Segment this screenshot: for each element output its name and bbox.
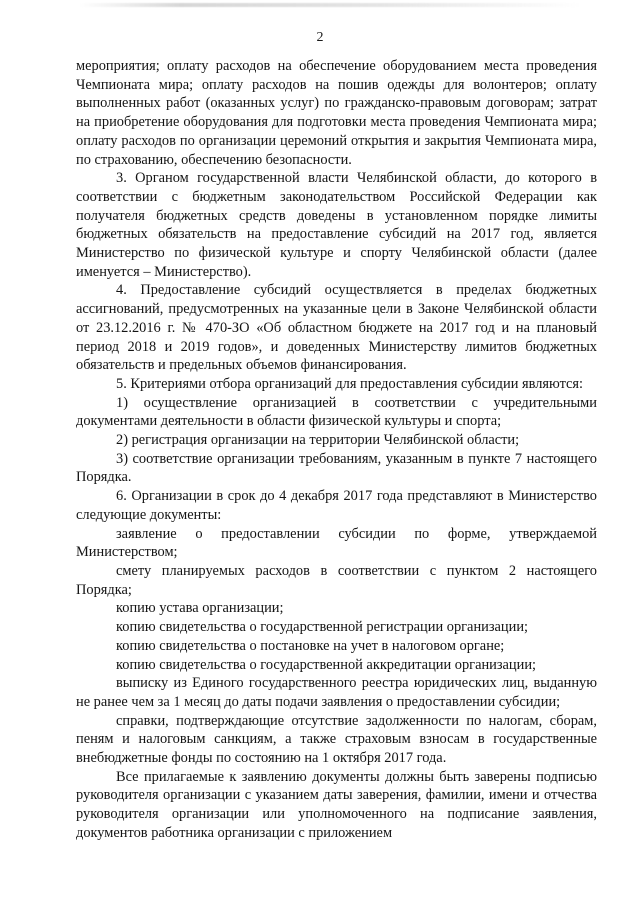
document-list-item: копию свидетельства о государственной аккредитации организации;: [116, 656, 537, 673]
paragraph-item-3: 3. Органом государственной власти Челябинской области, до которого в соответствии с бюджетным законодательством Российской Федерации как получателя бюджетных средств доведены в установленном порядке лимиты бюджетных обязательств на предоставление субсидий на 2017 год, является Министерство по физической культуре и спорту Челябинской области (далее именуется – Министерство).: [76, 170, 597, 280]
criterion-3: 3) соответствие организации требованиям, указанным в пункте 7 настоящего Порядка.: [76, 450, 597, 486]
document-body: [76, 57, 597, 843]
document-list-item: выписку из Единого государственного реестра юридических лиц, выданную не ранее чем за 1 месяц до даты подачи заявления о предоставлении субсидии;: [76, 675, 597, 710]
criterion-2: 2) регистрация организации на территории Челябинской области;: [116, 432, 520, 449]
paragraph-item-5: 5. Критериями отбора организаций для предоставления субсидии являются:: [116, 375, 584, 392]
paragraph-item-4: 4. Предоставление субсидий осуществляется в пределах бюджетных ассигнований, предусмотренных на указанные цели в Законе Челябинской области от 23.12.2016 г. № 470-ЗО «Об областном бюджете на 2017 год и на плановый период 2018 и 2019 годов», и доведенных Министерству лимитов бюджетных обязательств и предельных объемов финансирования.: [76, 282, 597, 374]
paragraph-continuation: мероприятия; оплату расходов на обеспечение оборудованием места проведения Чемпионата мира; оплату расходов на пошив одежды для волонтеров; оплату выполненных работ (оказанных услуг) по гражданско-правовым договорам; затрат на приобретение оборудования для подготовки места проведения Чемпионата мира; оплату расходов по организации церемоний открытия и закрытия Чемпионата мира, по страхованию, обеспечению безопасности.: [76, 58, 597, 168]
page-number: 2: [316, 30, 324, 45]
criterion-1: 1) осуществление организацией в соответствии с учредительными документами деятельности в области физической культуры и спорта;: [76, 394, 597, 430]
document-list-item: копию устава организации;: [116, 600, 284, 617]
document-list-item: копию свидетельства о постановке на учет в налоговом органе;: [116, 637, 505, 654]
document-list-item: заявление о предоставлении субсидии по форме, утверждаемой Министерством;: [76, 525, 597, 561]
paragraph-item-6: 6. Организации в срок до 4 декабря 2017 года представляют в Министерство следующие документы:: [76, 488, 597, 523]
document-list-item: смету планируемых расходов в соответствии с пунктом 2 настоящего Порядка;: [76, 562, 597, 598]
paragraph-certification: Все прилагаемые к заявлению документы должны быть заверены подписью руководителя организации с указанием даты заверения, фамилии, имени и отчества руководителя организации или уполномоченного на подписание заявления, документов работника организации с приложением: [76, 768, 597, 841]
scan-edge-artifact: [80, 3, 580, 7]
document-list-item: копию свидетельства о государственной регистрации организации;: [116, 619, 529, 636]
document-list-item: справки, подтверждающие отсутствие задолженности по налогам, сборам, пеням и налоговым санкциям, а также страховым взносам в государственные внебюджетные фонды по состоянию на 1 октября 2017 года.: [76, 712, 597, 767]
